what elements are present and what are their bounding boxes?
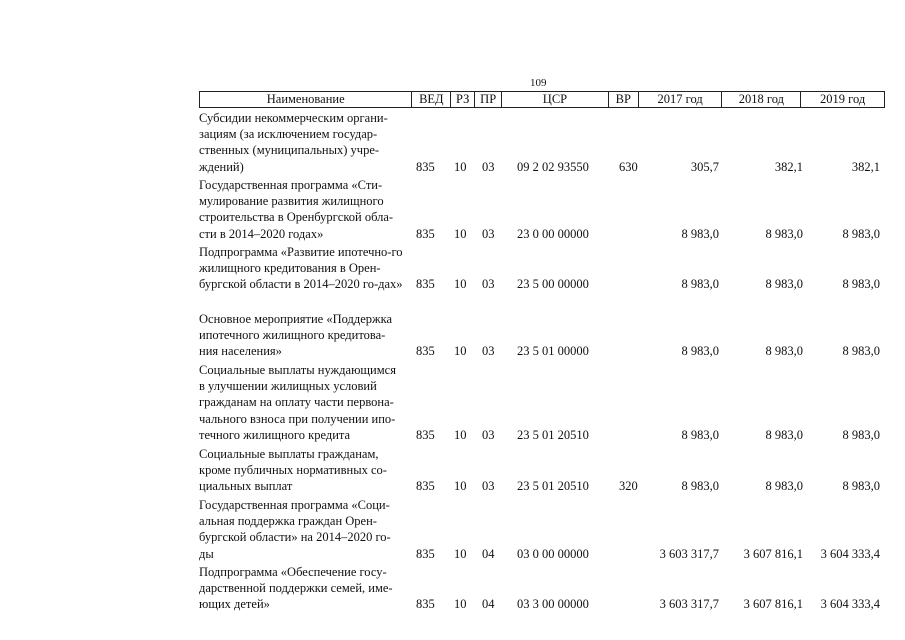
row-ved: 835 xyxy=(416,226,435,241)
row-name: Социальные выплаты гражданам, кроме публичных нормативных со-циальных выплат xyxy=(199,447,387,494)
row-name: Социальные выплаты нуждающимся в улучшении жилищных условий гражданам на оплату части первона-чального взноса при получении ипо-течного жилищного кредита xyxy=(199,363,396,442)
header-2019: 2019 год xyxy=(820,92,866,106)
header-ved: ВЕД xyxy=(412,92,451,107)
row-pr: 04 xyxy=(482,546,495,561)
row-2018: 8 983,0 xyxy=(765,226,803,241)
header-rz: РЗ xyxy=(451,92,475,107)
row-2019: 8 983,0 xyxy=(842,344,880,359)
table-header xyxy=(199,91,885,108)
row-pr: 04 xyxy=(482,597,495,612)
row-csr: 03 3 00 00000 xyxy=(517,597,589,612)
row-2019: 8 983,0 xyxy=(842,277,880,292)
row-ved: 835 xyxy=(416,597,435,612)
row-name: Основное мероприятие «Поддержка ипотечного жилищного кредитова-ния населения» xyxy=(199,312,393,359)
row-ved: 835 xyxy=(416,427,435,442)
row-csr: 23 5 01 20510 xyxy=(517,427,589,442)
row-csr: 23 5 01 20510 xyxy=(517,479,589,494)
row-2017: 8 983,0 xyxy=(681,226,719,241)
table-row xyxy=(199,497,889,562)
table-row xyxy=(199,110,889,175)
row-2017: 305,7 xyxy=(690,159,719,174)
row-csr: 23 5 01 00000 xyxy=(517,344,589,359)
row-2018: 8 983,0 xyxy=(765,344,803,359)
header-2018: 2018 год xyxy=(722,92,801,107)
table-row xyxy=(199,244,889,293)
row-rz: 10 xyxy=(454,427,467,442)
header-name: Наименование xyxy=(200,92,412,107)
row-name: Субсидии некоммерческим органи-зациям (за исключением государ-ственных (муниципальных) учре-ждений) xyxy=(199,111,388,174)
row-ved: 835 xyxy=(416,159,435,174)
table-row xyxy=(199,362,889,443)
row-rz: 10 xyxy=(454,277,467,292)
row-rz: 10 xyxy=(454,546,467,561)
row-2017: 8 983,0 xyxy=(681,277,719,292)
header-2017: 2017 год xyxy=(639,92,723,107)
row-2018: 3 607 816,1 xyxy=(743,546,803,561)
row-2017: 8 983,0 xyxy=(681,427,719,442)
table-row xyxy=(199,311,889,360)
row-vr: 320 xyxy=(619,479,638,494)
row-2019: 8 983,0 xyxy=(842,427,880,442)
page-number: 109 xyxy=(530,77,547,89)
row-rz: 10 xyxy=(454,159,467,174)
row-2019: 382,1 xyxy=(851,159,880,174)
row-csr: 23 5 00 00000 xyxy=(517,277,589,292)
row-csr: 09 2 02 93550 xyxy=(517,159,589,174)
row-name: Подпрограмма «Развитие ипотечно-го жилищного кредитования в Орен-бургской области в 2014–2020 го-дах» xyxy=(199,245,403,292)
row-2018: 8 983,0 xyxy=(765,277,803,292)
row-pr: 03 xyxy=(482,277,495,292)
row-rz: 10 xyxy=(454,344,467,359)
row-csr: 23 0 00 00000 xyxy=(517,226,589,241)
header-pr: ПР xyxy=(475,92,502,107)
row-2017: 3 603 317,7 xyxy=(659,546,719,561)
row-ved: 835 xyxy=(416,277,435,292)
row-name: Подпрограмма «Обеспечение госу-дарственной поддержки семей, име-ющих детей» xyxy=(199,565,393,612)
table-row xyxy=(199,446,889,495)
row-vr: 630 xyxy=(619,159,638,174)
row-2018: 3 607 816,1 xyxy=(743,597,803,612)
row-2017: 8 983,0 xyxy=(681,344,719,359)
table-row xyxy=(199,564,889,613)
row-name: Государственная программа «Сти-мулирование развития жилищного строительства в Оренбургской обла-сти в 2014–2020 годах» xyxy=(199,178,394,241)
row-rz: 10 xyxy=(454,597,467,612)
row-2017: 8 983,0 xyxy=(681,479,719,494)
row-pr: 03 xyxy=(482,427,495,442)
row-2019: 8 983,0 xyxy=(842,479,880,494)
row-pr: 03 xyxy=(482,344,495,359)
header-vr: ВР xyxy=(609,92,639,107)
row-ved: 835 xyxy=(416,479,435,494)
row-csr: 03 0 00 00000 xyxy=(517,546,589,561)
row-name: Государственная программа «Соци-альная поддержка граждан Орен-бургской области» на 2014–2020 го-ды xyxy=(199,498,391,561)
row-2018: 382,1 xyxy=(774,159,803,174)
row-2019: 8 983,0 xyxy=(842,226,880,241)
row-ved: 835 xyxy=(416,546,435,561)
row-pr: 03 xyxy=(482,159,495,174)
table-row xyxy=(199,177,889,242)
row-2017: 3 603 317,7 xyxy=(659,597,719,612)
row-pr: 03 xyxy=(482,226,495,241)
row-ved: 835 xyxy=(416,344,435,359)
row-rz: 10 xyxy=(454,226,467,241)
row-2018: 8 983,0 xyxy=(765,427,803,442)
row-2019: 3 604 333,4 xyxy=(820,546,880,561)
header-csr: ЦСР xyxy=(502,92,609,107)
row-rz: 10 xyxy=(454,479,467,494)
row-2019: 3 604 333,4 xyxy=(820,597,880,612)
row-pr: 03 xyxy=(482,479,495,494)
row-2018: 8 983,0 xyxy=(765,479,803,494)
